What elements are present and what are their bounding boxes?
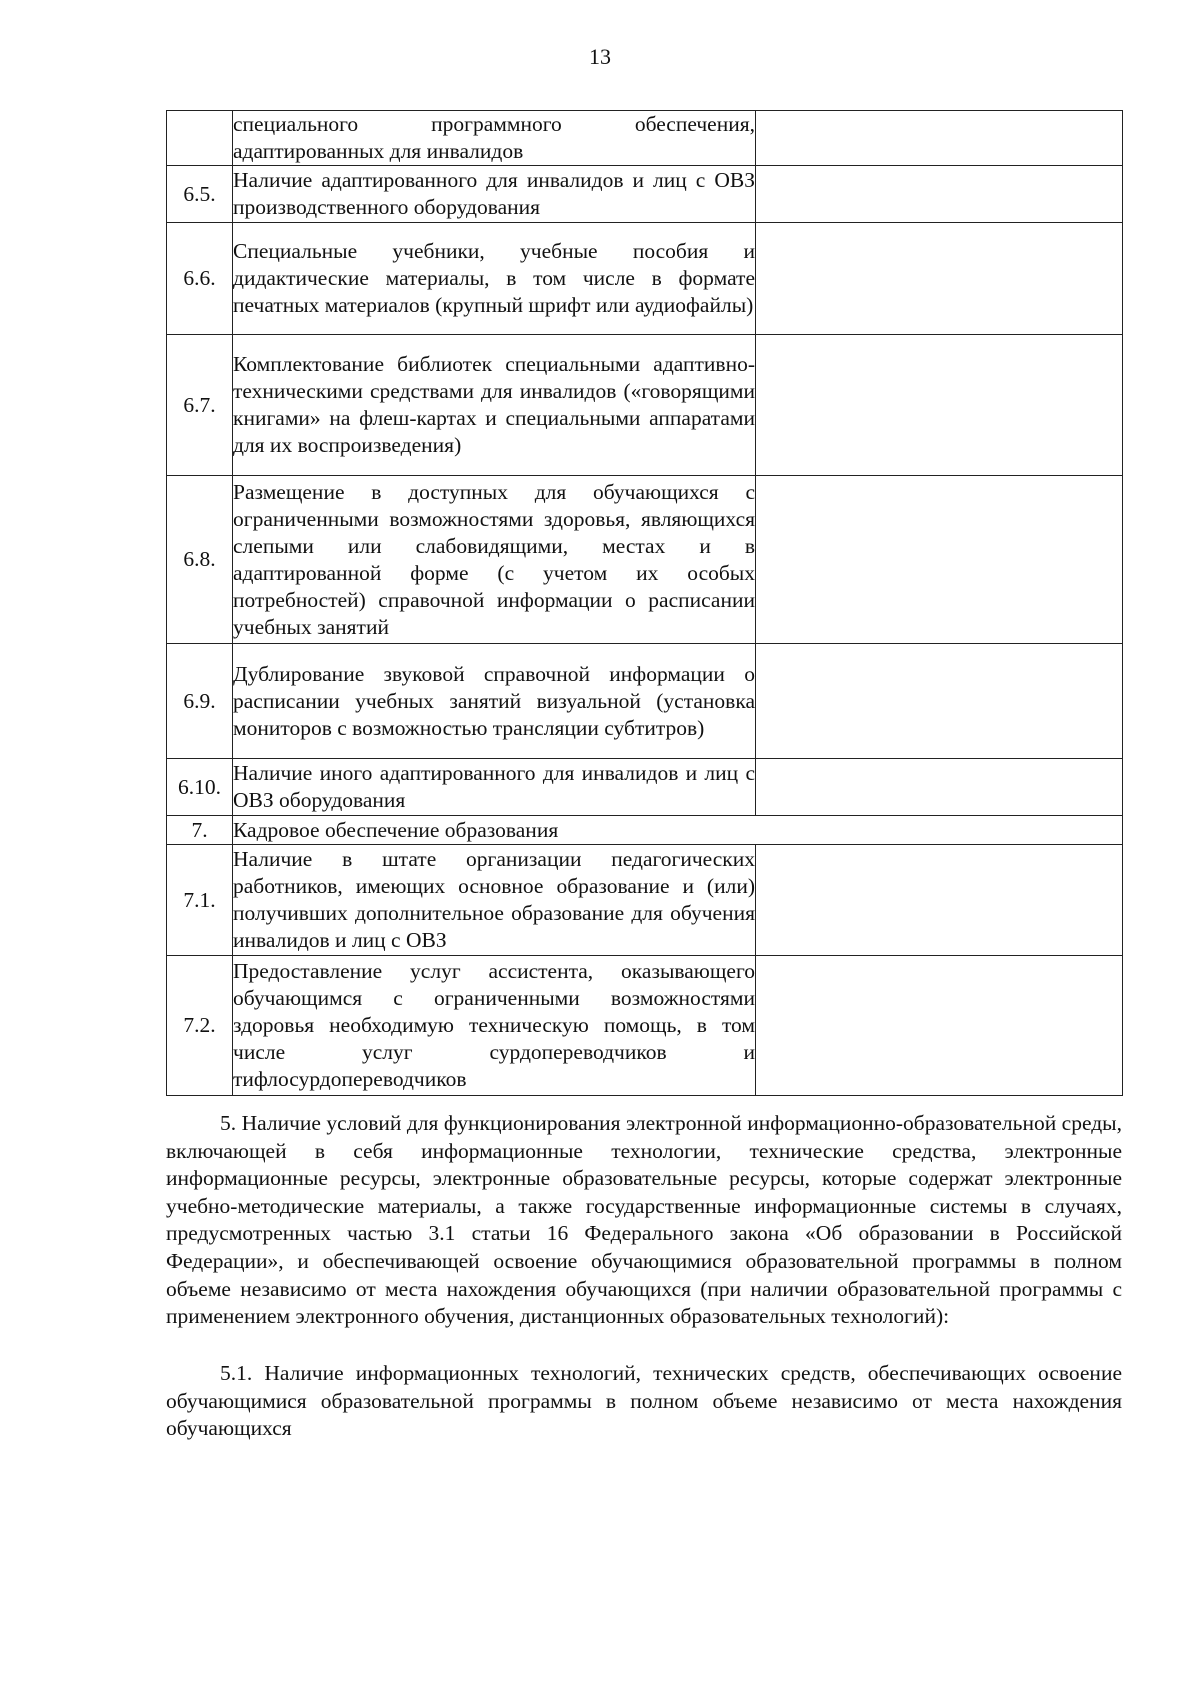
row-number: 6.5. — [167, 166, 233, 223]
row-number: 7.1. — [167, 845, 233, 956]
row-text: специального программного обеспечения, адаптированных для инвалидов — [233, 111, 756, 166]
row-text: Наличие иного адаптированного для инвалидов и лиц с ОВЗ оборудования — [233, 759, 756, 816]
table-row — [167, 956, 1123, 1096]
row-text: Дублирование звуковой справочной информации о расписании учебных занятий визуальной (установка мониторов с возможностью трансляции субтитров) — [233, 644, 756, 759]
row-number: 6.10. — [167, 759, 233, 816]
requirements-table — [166, 110, 1123, 1096]
row-text: Кадровое обеспечение образования — [233, 816, 1123, 845]
table-row — [167, 845, 1123, 956]
row-value — [756, 644, 1123, 759]
table-row — [167, 759, 1123, 816]
row-text: Предоставление услуг ассистента, оказывающего обучающимся с ограниченными возможностями здоровья необходимую техническую помощь, в том числе услуг сурдопереводчиков и тифлосурдопереводчиков — [233, 956, 756, 1096]
row-number: 6.7. — [167, 335, 233, 476]
row-text: Комплектование библиотек специальными адаптивно-техническими средствами для инвалидов («говорящими книгами» на флеш-картах и специальными аппаратами для их воспроизведения) — [233, 335, 756, 476]
paragraph-5-1: 5.1. Наличие информационных технологий, технических средств, обеспечивающих освоение обучающимися образовательной программы в полном объеме независимо от места нахождения обучающихся — [166, 1361, 1122, 1441]
table-row — [167, 816, 1123, 845]
page-number: 13 — [589, 44, 611, 69]
row-value — [756, 476, 1123, 644]
row-value — [756, 223, 1123, 335]
table-row — [167, 476, 1123, 644]
row-number: 6.6. — [167, 223, 233, 335]
row-value — [756, 845, 1123, 956]
row-value — [756, 759, 1123, 816]
row-text: Специальные учебники, учебные пособия и дидактические материалы, в том числе в формате печатных материалов (крупный шрифт или аудиофайлы) — [233, 223, 756, 335]
row-number: 6.8. — [167, 476, 233, 644]
row-text: Наличие адаптированного для инвалидов и лиц с ОВЗ производственного оборудования — [233, 166, 756, 223]
paragraph-5: 5. Наличие условий для функционирования электронной информационно-образовательной среды, включающей в себя информационные технологии, технические средства, электронные информационные ресурсы, электронные образовательные ресурсы, которые содержат электронные учебно-методические материалы, а также государственные информационные системы в случаях, предусмотренных частью 3.1 статьи 16 Федерального закона «Об образовании в Российской Федерации», и обеспечивающей освоение обучающимися образовательной программы в полном объеме независимо от места нахождения обучающихся (при наличии образовательной программы с применением электронного обучения, дистанционных образовательных технологий): — [166, 1111, 1122, 1329]
row-value — [756, 956, 1123, 1096]
table-row — [167, 111, 1123, 166]
table-row — [167, 644, 1123, 759]
row-number: 7. — [167, 816, 233, 845]
row-number: 7.2. — [167, 956, 233, 1096]
row-value — [756, 335, 1123, 476]
row-value — [756, 111, 1123, 166]
row-value — [756, 166, 1123, 223]
row-number: 6.9. — [167, 644, 233, 759]
row-text: Размещение в доступных для обучающихся с ограниченными возможностями здоровья, являющихся слепыми или слабовидящими, местах и в адаптированной форме (с учетом их особых потребностей) справочной информации о расписании учебных занятий — [233, 476, 756, 644]
table-row — [167, 335, 1123, 476]
table-row — [167, 166, 1123, 223]
table-row — [167, 223, 1123, 335]
row-number — [167, 111, 233, 166]
row-text: Наличие в штате организации педагогических работников, имеющих основное образование и (или) получивших дополнительное образование для обучения инвалидов и лиц с ОВЗ — [233, 845, 756, 956]
